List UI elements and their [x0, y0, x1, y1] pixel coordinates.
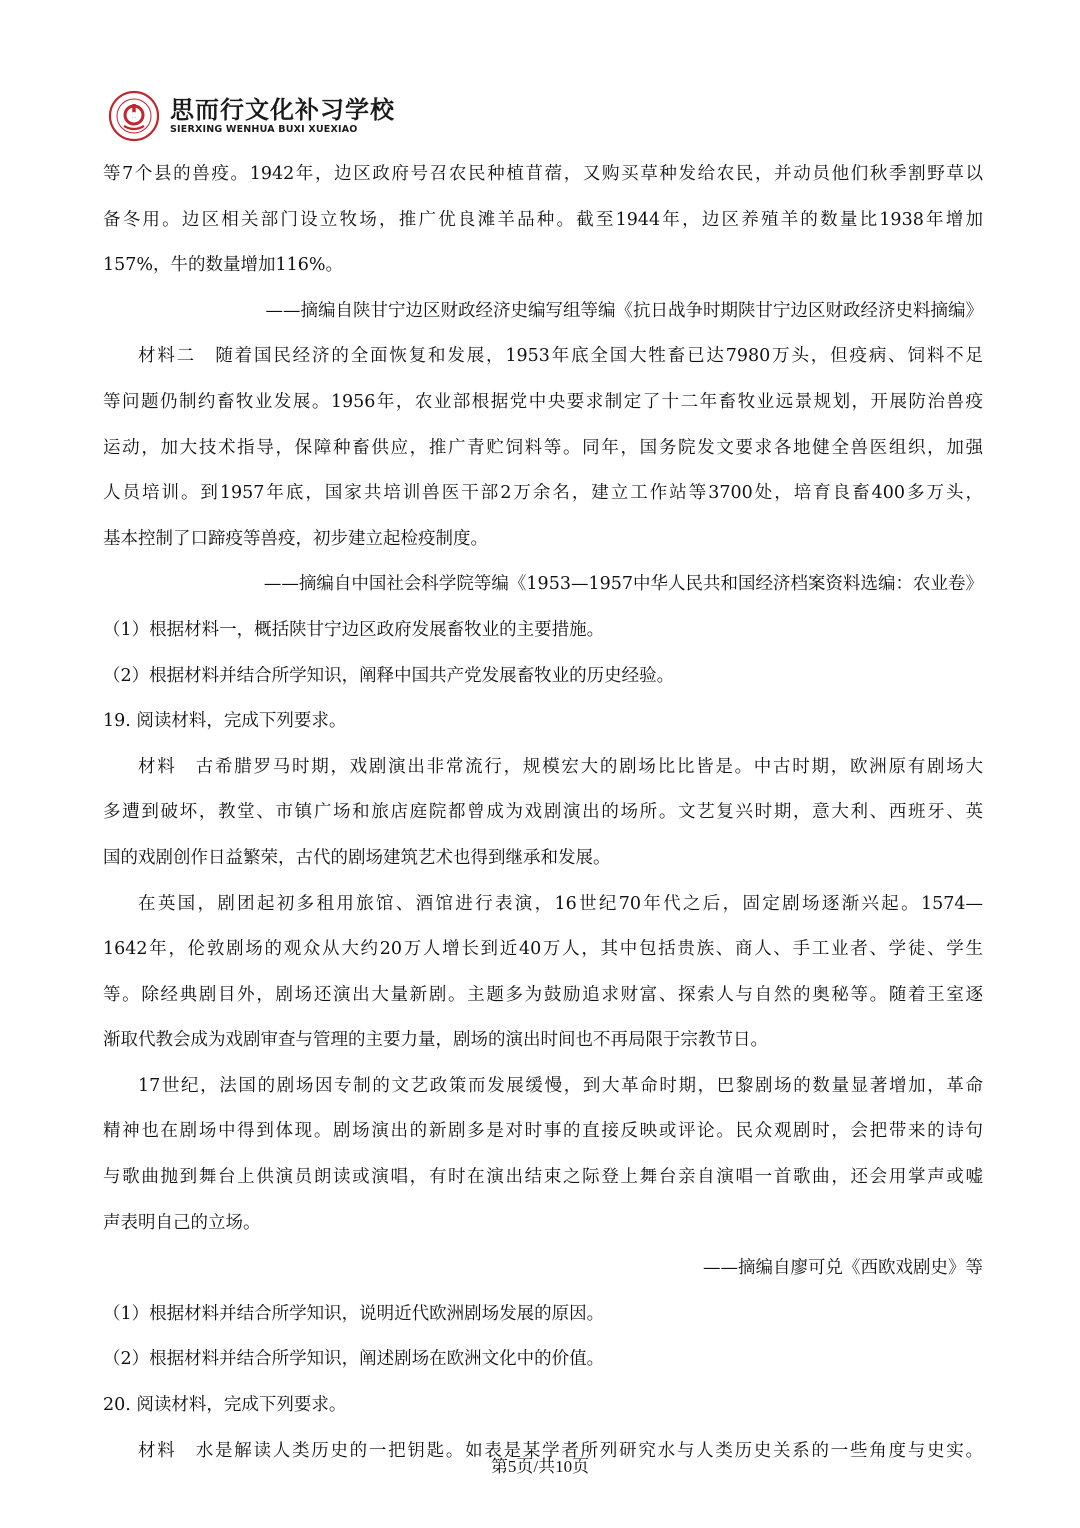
- text-line: 材料 古希腊罗马时期，戏剧演出非常流行，规模宏大的剧场比比皆是。中古时期，欧洲原有剧场大: [138, 756, 983, 777]
- text-line: 渐取代教会成为戏剧审查与管理的主要力量，剧场的演出时间也不再局限于宗教节日。: [103, 1030, 768, 1051]
- school-name-pinyin: SIERXING WENHUA BUXI XUEXIAO: [170, 124, 358, 135]
- text-line: 157%，牛的数量增加116%。: [103, 255, 344, 276]
- text-line: 运动，加大技术指导，保障种畜供应，推广青贮饲料等。同年，国务院发文要求各地健全兽医组织，加强: [103, 437, 983, 458]
- text-line: 等。除经典剧目外，剧场还演出大量新剧。主题多为鼓励追求财富、探索人与自然的奥秘等。随着王室逐: [103, 984, 983, 1005]
- text-line: 材料二 随着国民经济的全面恢复和发展，1953年底全国大牲畜已达7980万头，但疫病、饲料不足: [138, 346, 983, 367]
- school-name-chinese: 思而行文化补习学校: [170, 96, 395, 124]
- text-line: 与歌曲抛到舞台上供演员朗读或演唱，有时在演出结束之际登上舞台亲自演唱一首歌曲，还会用掌声或嘘: [103, 1167, 983, 1188]
- page-number: 第5页/共10页: [490, 1457, 590, 1476]
- text-line: 等7个县的兽疫。1942年，边区政府号召农民种植苜蓿，又购买草种发给农民，并动员他们秋季割野草以: [103, 164, 983, 184]
- text-line: 20. 阅读材料，完成下列要求。: [103, 1395, 347, 1416]
- text-line: 等问题仍制约畜牧业发展。1956年，农业部根据党中央要求制定了十二年畜牧业远景规划，开展防治兽疫: [103, 391, 983, 412]
- text-line: （2）根据材料并结合所学知识，阐释中国共产党发展畜牧业的历史经验。: [103, 665, 675, 686]
- text-line: （1）根据材料并结合所学知识，说明近代欧洲剧场发展的原因。: [103, 1303, 605, 1324]
- text-line: ——摘编自中国社会科学院等编《1953—1957中华人民共和国经济档案资料选编：农业卷》: [263, 574, 983, 595]
- text-line: 17世纪，法国的剧场因专制的文艺政策而发展缓慢，到大革命时期，巴黎剧场的数量显著增加，革命: [138, 1075, 983, 1096]
- text-line: 基本控制了口蹄疫等兽疫，初步建立起检疫制度。: [103, 528, 488, 549]
- text-line: 多遭到破坏，教堂、市镇广场和旅店庭院都曾成为戏剧演出的场所。文艺复兴时期，意大利、西班牙、英: [103, 802, 983, 823]
- text-line: ——摘编自陕甘宁边区财政经济史编写组等编《抗日战争时期陕甘宁边区财政经济史料摘编》: [265, 300, 983, 321]
- text-line: ——摘编自廖可兑《西欧戏剧史》等: [703, 1258, 983, 1279]
- text-line: 声表明自己的立场。: [103, 1212, 261, 1233]
- text-line: 1642年，伦敦剧场的观众从大约20万人增长到近40万人，其中包括贵族、商人、手工业者、学徒、学生: [103, 939, 983, 960]
- exam-page-content: [103, 162, 983, 1484]
- text-line: 在英国，剧团起初多租用旅馆、酒馆进行表演，16世纪70年代之后，固定剧场逐渐兴起。1574—: [138, 893, 983, 914]
- text-line: 精神也在剧场中得到体现。剧场演出的新剧多是对时事的直接反映或评论。民众观剧时，会把带来的诗句: [103, 1121, 983, 1142]
- school-seal-logo: [108, 90, 160, 142]
- text-line: （2）根据材料并结合所学知识，阐述剧场在欧洲文化中的价值。: [103, 1349, 605, 1370]
- school-header: [108, 88, 395, 144]
- text-line: （1）根据材料一，概括陕甘宁边区政府发展畜牧业的主要措施。: [103, 619, 605, 640]
- text-line: 备冬用。边区相关部门设立牧场，推广优良滩羊品种。截至1944年，边区养殖羊的数量比1938年增加: [103, 209, 983, 230]
- text-line: 材料 水是解读人类历史的一把钥匙。如表是某学者所列研究水与人类历史关系的一些角度与史实。: [138, 1440, 983, 1461]
- text-line: 人员培训。到1957年底，国家共培训兽医干部2万余名，建立工作站等3700处，培育良畜400多万头，: [103, 483, 983, 504]
- text-line: 19. 阅读材料，完成下列要求。: [103, 711, 347, 732]
- text-line: 国的戏剧创作日益繁荣，古代的剧场建筑艺术也得到继承和发展。: [103, 847, 611, 868]
